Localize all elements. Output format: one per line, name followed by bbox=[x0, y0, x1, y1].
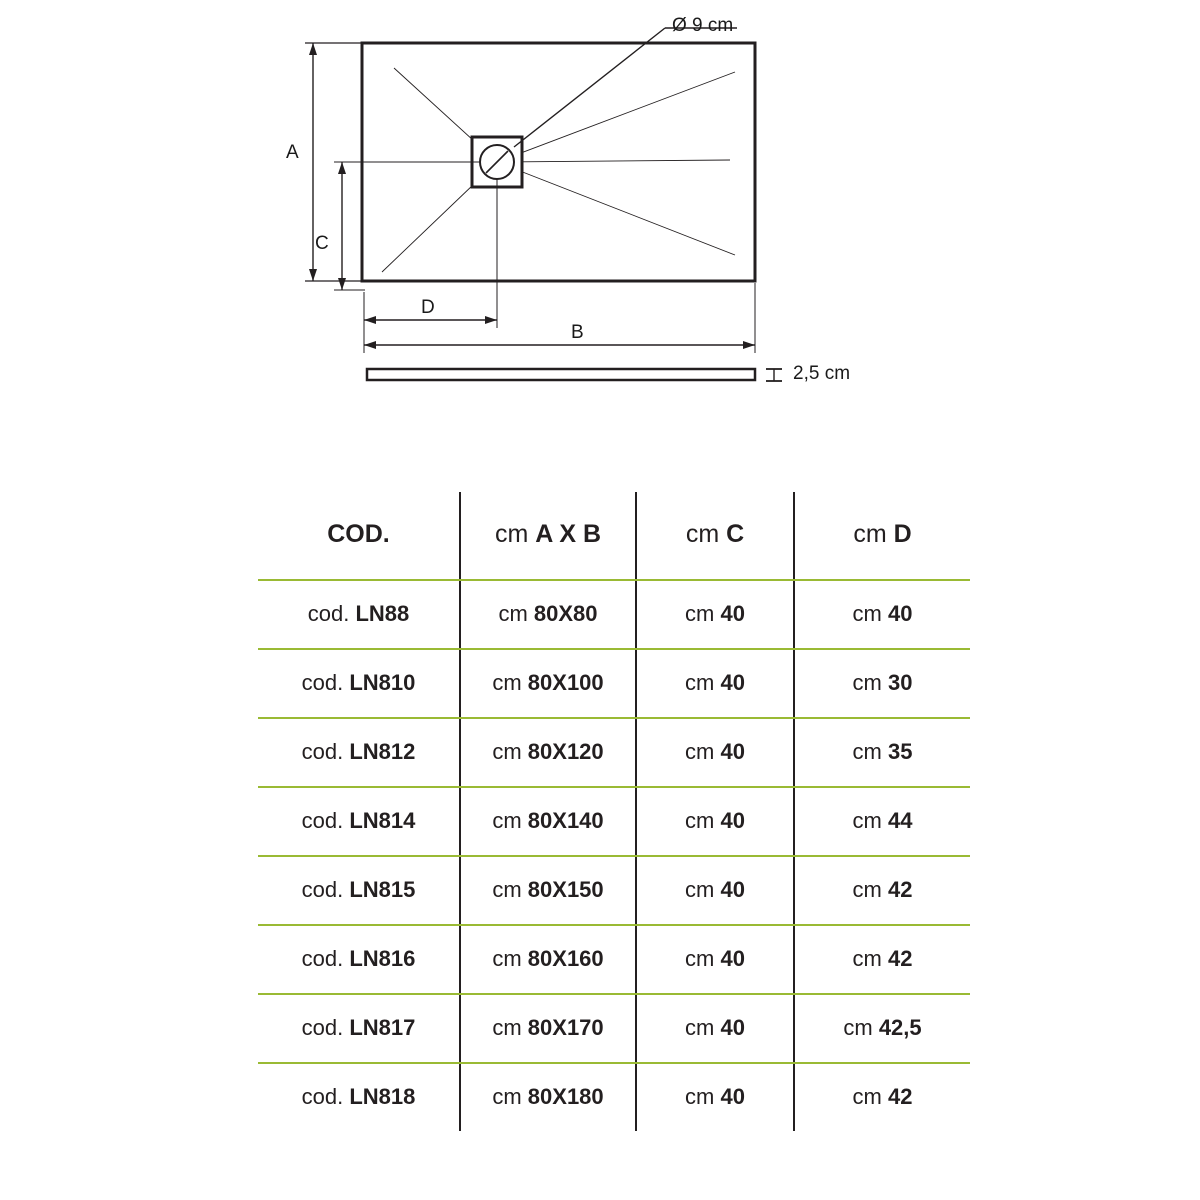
column-header-c-prefix: cm bbox=[685, 520, 727, 548]
cell-d-value: 44 bbox=[887, 808, 913, 833]
column-header-code bbox=[258, 492, 460, 580]
cell-axb-value: 80X140 bbox=[527, 808, 604, 833]
cell-code-value: LN816 bbox=[349, 946, 416, 971]
cell-c-prefix: cm bbox=[685, 739, 721, 764]
cell-code bbox=[258, 649, 460, 718]
cell-d-prefix: cm bbox=[852, 808, 888, 833]
cell-d-value: 35 bbox=[887, 739, 913, 764]
cell-d-value: 42 bbox=[887, 877, 913, 902]
cell-d bbox=[794, 994, 970, 1063]
cell-code-prefix: cod. bbox=[301, 670, 350, 695]
drawing-svg bbox=[0, 0, 1200, 470]
cell-code bbox=[258, 856, 460, 925]
cell-c-prefix: cm bbox=[685, 946, 721, 971]
arrow-c-top bbox=[338, 162, 346, 174]
table-row bbox=[258, 580, 970, 649]
shower-tray-technical-drawing bbox=[0, 0, 1200, 470]
column-header-d-prefix: cm bbox=[853, 520, 894, 548]
cell-axb-value: 80X170 bbox=[527, 1015, 604, 1040]
dimension-label-d: D bbox=[421, 297, 435, 318]
arrow-a-bottom bbox=[309, 269, 317, 281]
cell-d-value: 42 bbox=[887, 1084, 913, 1109]
cell-d-prefix: cm bbox=[852, 1084, 888, 1109]
cell-c-prefix: cm bbox=[685, 1015, 721, 1040]
cell-d-prefix: cm bbox=[852, 877, 888, 902]
cell-axb bbox=[460, 787, 636, 856]
cell-c bbox=[636, 718, 794, 787]
cell-c bbox=[636, 580, 794, 649]
cell-c-prefix: cm bbox=[685, 670, 721, 695]
cell-axb bbox=[460, 649, 636, 718]
cell-c-value: 40 bbox=[720, 877, 745, 902]
cell-code-value: LN88 bbox=[355, 601, 410, 626]
cell-axb-prefix: cm bbox=[492, 1084, 528, 1109]
table-row bbox=[258, 856, 970, 925]
cell-axb bbox=[460, 580, 636, 649]
column-header-c bbox=[636, 492, 794, 580]
cell-code-prefix: cod. bbox=[301, 1015, 350, 1040]
cell-c-value: 40 bbox=[720, 1015, 745, 1040]
dimension-label-b: B bbox=[571, 322, 584, 343]
cell-axb bbox=[460, 856, 636, 925]
cell-axb-value: 80X180 bbox=[527, 1084, 604, 1109]
cell-c-prefix: cm bbox=[685, 601, 721, 626]
dimension-label-a: A bbox=[286, 142, 299, 163]
arrow-d-right bbox=[485, 316, 497, 324]
cell-d-value: 42,5 bbox=[878, 1015, 922, 1040]
cell-axb bbox=[460, 1063, 636, 1131]
cell-axb-value: 80X80 bbox=[533, 601, 598, 626]
specification-table bbox=[258, 492, 970, 1131]
column-header-d-strong: D bbox=[893, 520, 912, 548]
cell-axb bbox=[460, 925, 636, 994]
cell-c-value: 40 bbox=[720, 670, 745, 695]
column-header-c-strong: C bbox=[726, 520, 745, 548]
cell-code-prefix: cod. bbox=[301, 739, 350, 764]
dimension-label-c: C bbox=[315, 233, 329, 254]
table-row bbox=[258, 994, 970, 1063]
table-row bbox=[258, 718, 970, 787]
cell-d-prefix: cm bbox=[852, 739, 888, 764]
cell-d-prefix: cm bbox=[852, 601, 888, 626]
cell-code-value: LN815 bbox=[349, 877, 416, 902]
cell-c bbox=[636, 994, 794, 1063]
cell-c bbox=[636, 787, 794, 856]
cell-c-value: 40 bbox=[720, 739, 745, 764]
cell-code bbox=[258, 787, 460, 856]
arrow-c-bottom bbox=[338, 278, 346, 290]
tray-side-view bbox=[367, 369, 755, 380]
cell-c-value: 40 bbox=[720, 601, 745, 626]
column-header-axb-prefix: cm bbox=[494, 520, 536, 548]
cell-d bbox=[794, 1063, 970, 1131]
cell-d bbox=[794, 649, 970, 718]
column-header-axb-strong: A X B bbox=[535, 520, 602, 548]
arrow-a-top bbox=[309, 43, 317, 55]
cell-axb-value: 80X100 bbox=[527, 670, 604, 695]
cell-c bbox=[636, 649, 794, 718]
cell-c-value: 40 bbox=[720, 1084, 745, 1109]
cell-axb-prefix: cm bbox=[492, 670, 528, 695]
cell-d-prefix: cm bbox=[843, 1015, 879, 1040]
cell-code-value: LN814 bbox=[349, 808, 416, 833]
cell-d bbox=[794, 787, 970, 856]
cell-d bbox=[794, 856, 970, 925]
cell-axb-prefix: cm bbox=[492, 1015, 528, 1040]
cell-axb bbox=[460, 994, 636, 1063]
arrow-d-left bbox=[364, 316, 376, 324]
thickness-label: 2,5 cm bbox=[793, 363, 851, 384]
arrow-b-left bbox=[364, 341, 376, 349]
cell-code-value: LN817 bbox=[349, 1015, 416, 1040]
cell-code-prefix: cod. bbox=[301, 946, 350, 971]
cell-d-value: 42 bbox=[887, 946, 913, 971]
cell-d bbox=[794, 580, 970, 649]
cell-c bbox=[636, 925, 794, 994]
cell-code-prefix: cod. bbox=[301, 808, 350, 833]
cell-axb-prefix: cm bbox=[492, 808, 528, 833]
cell-c bbox=[636, 1063, 794, 1131]
cell-code bbox=[258, 580, 460, 649]
cell-axb bbox=[460, 718, 636, 787]
cell-axb-value: 80X120 bbox=[527, 739, 604, 764]
column-header-axb bbox=[460, 492, 636, 580]
cell-c-prefix: cm bbox=[685, 808, 721, 833]
cell-axb-prefix: cm bbox=[492, 946, 528, 971]
specification-table-wrapper bbox=[258, 492, 970, 1131]
table-row bbox=[258, 925, 970, 994]
table-header-row bbox=[258, 492, 970, 580]
arrow-b-right bbox=[743, 341, 755, 349]
cell-code-prefix: cod. bbox=[301, 877, 350, 902]
cell-d bbox=[794, 925, 970, 994]
cell-axb-prefix: cm bbox=[492, 877, 528, 902]
cell-axb-value: 80X150 bbox=[527, 877, 604, 902]
table-row bbox=[258, 1063, 970, 1131]
cell-code-value: LN812 bbox=[349, 739, 416, 764]
cell-axb-prefix: cm bbox=[498, 601, 534, 626]
cell-code-prefix: cod. bbox=[301, 1084, 350, 1109]
cell-code-prefix: cod. bbox=[307, 601, 356, 626]
cell-code bbox=[258, 1063, 460, 1131]
cell-code bbox=[258, 718, 460, 787]
cell-d-value: 40 bbox=[887, 601, 913, 626]
cell-c bbox=[636, 856, 794, 925]
cell-axb-prefix: cm bbox=[492, 739, 528, 764]
column-header-d bbox=[794, 492, 970, 580]
cell-code bbox=[258, 925, 460, 994]
cell-d-prefix: cm bbox=[852, 670, 888, 695]
cell-axb-value: 80X160 bbox=[527, 946, 604, 971]
cell-code bbox=[258, 994, 460, 1063]
table-row bbox=[258, 649, 970, 718]
drain-diameter-label: Ø 9 cm bbox=[672, 15, 734, 36]
cell-d-value: 30 bbox=[887, 670, 913, 695]
column-header-code-strong: COD. bbox=[327, 520, 390, 548]
table-row bbox=[258, 787, 970, 856]
cell-code-value: LN810 bbox=[349, 670, 416, 695]
cell-d bbox=[794, 718, 970, 787]
cell-d-prefix: cm bbox=[852, 946, 888, 971]
cell-c-value: 40 bbox=[720, 808, 745, 833]
cell-code-value: LN818 bbox=[349, 1084, 416, 1109]
cell-c-prefix: cm bbox=[685, 877, 721, 902]
cell-c-prefix: cm bbox=[685, 1084, 721, 1109]
cell-c-value: 40 bbox=[720, 946, 745, 971]
